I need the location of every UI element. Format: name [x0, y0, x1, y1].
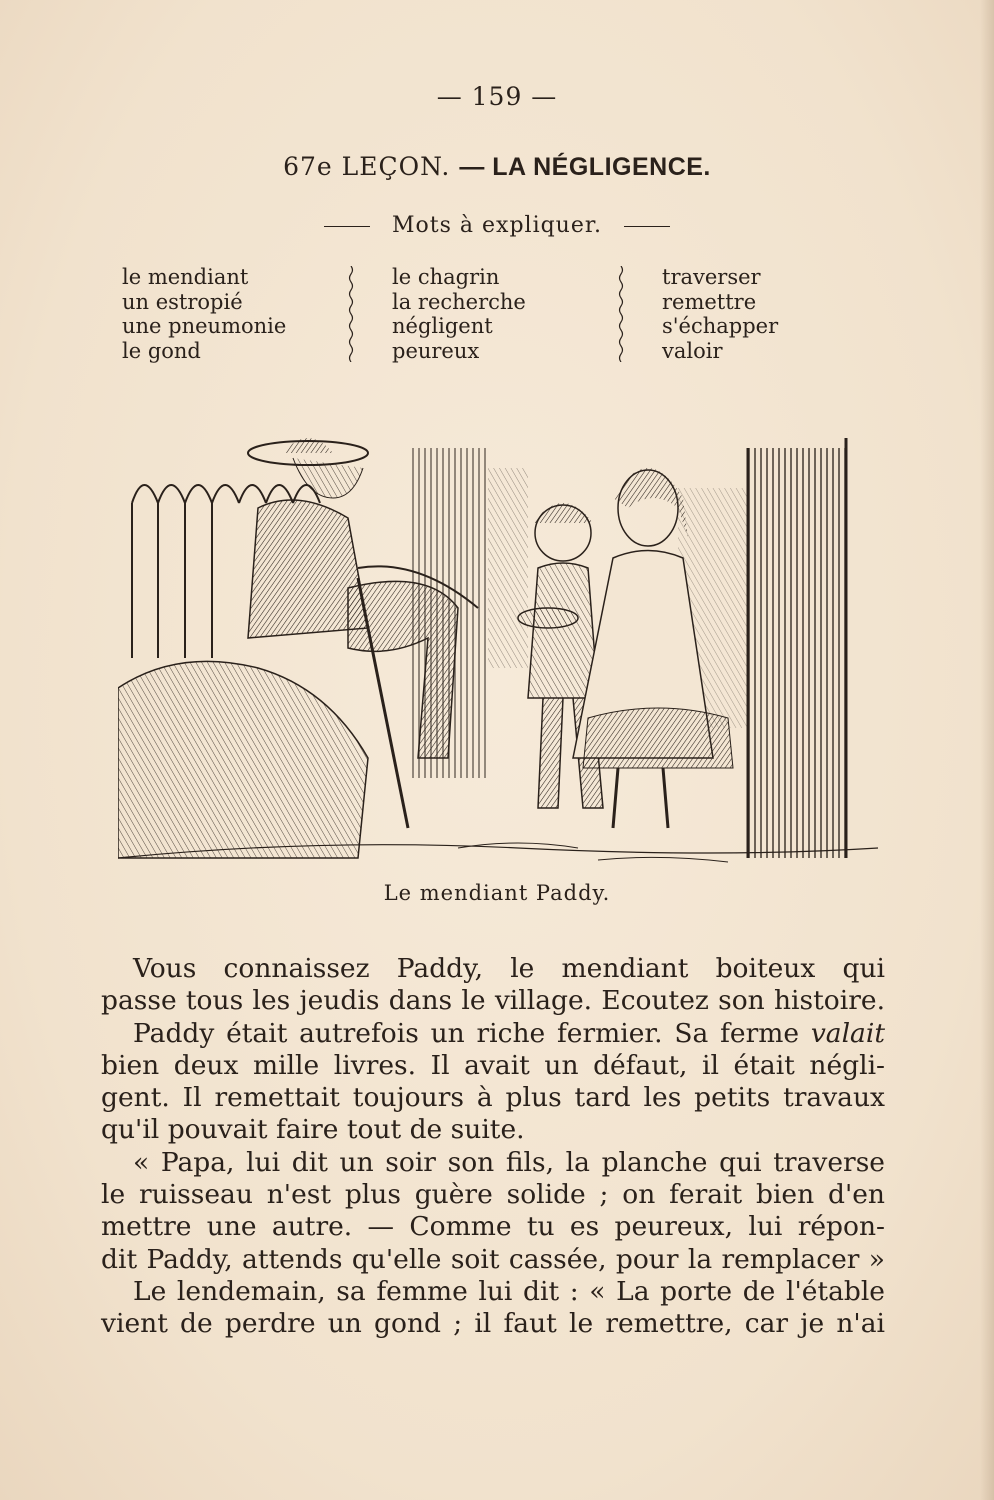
left-rule: [324, 226, 370, 227]
vocabulary-word: négligent: [392, 314, 493, 338]
text-line: passe tous les jeudis dans le village. Ecoutez son histoire.: [101, 985, 885, 1017]
italic-word: valait: [810, 1017, 885, 1049]
lesson-title: [0, 152, 994, 182]
vocabulary-word: le gond: [122, 338, 201, 363]
vocabulary-header: [0, 213, 994, 238]
vocabulary-column-3: [662, 265, 778, 363]
text-line: « Papa, lui dit un soir son fils, la planche qui traverse: [133, 1146, 885, 1178]
vocabulary-word: une pneumonie: [122, 314, 287, 338]
text-line: bien deux mille livres. Il avait un défaut, il était négli-: [101, 1049, 885, 1081]
text-line: mettre une autre. — Comme tu es peureux, lui répon-: [101, 1211, 885, 1243]
text-line: dit Paddy, attends qu'elle soit cassée, pour la remplacer »: [101, 1243, 885, 1275]
text-line: [101, 1018, 885, 1050]
vocabulary-word: peureux: [392, 338, 480, 363]
story-text: [101, 953, 885, 1341]
text-line: vient de perdre un gond ; il faut le remettre, car je n'ai: [101, 1308, 885, 1340]
wavy-divider-2: [616, 266, 626, 362]
text-line: le ruisseau n'est plus guère solide ; on ferait bien d'en: [101, 1179, 885, 1211]
vocabulary-word: la recherche: [392, 289, 526, 314]
vocabulary-header-label: Mots à expliquer.: [392, 213, 602, 238]
vocabulary-word: valoir: [662, 338, 723, 363]
text-line: Le lendemain, sa femme lui dit : « La porte de l'étable: [133, 1275, 885, 1307]
page-number: — 159 —: [436, 82, 558, 111]
text-line: gent. Il remettait toujours à plus tard les petits travaux: [101, 1082, 885, 1114]
vocabulary-column-2: [392, 265, 526, 363]
illustration-caption: Le mendiant Paddy.: [383, 881, 611, 905]
lesson-number: 67e LEÇON.: [283, 152, 451, 181]
text-line: qu'il pouvait faire tout de suite.: [101, 1114, 525, 1146]
vocabulary-word: s'échapper: [662, 314, 779, 338]
engraving-illustration: [118, 428, 886, 874]
right-rule: [624, 226, 670, 227]
vocabulary-word: traverser: [662, 265, 761, 289]
vocabulary-column-1: [122, 265, 286, 363]
vocabulary-word: le mendiant: [122, 265, 249, 289]
vocabulary-word: remettre: [662, 289, 757, 314]
text-line: Vous connaissez Paddy, le mendiant boiteux qui: [133, 953, 885, 984]
text-segment: Paddy était autrefois un riche fermier. Sa ferme: [133, 1017, 800, 1049]
vocabulary-word: le chagrin: [392, 265, 500, 289]
wavy-divider-1: [346, 266, 356, 362]
vocabulary-word: un estropié: [122, 289, 243, 314]
lesson-heading: — LA NÉGLIGENCE.: [459, 153, 711, 181]
